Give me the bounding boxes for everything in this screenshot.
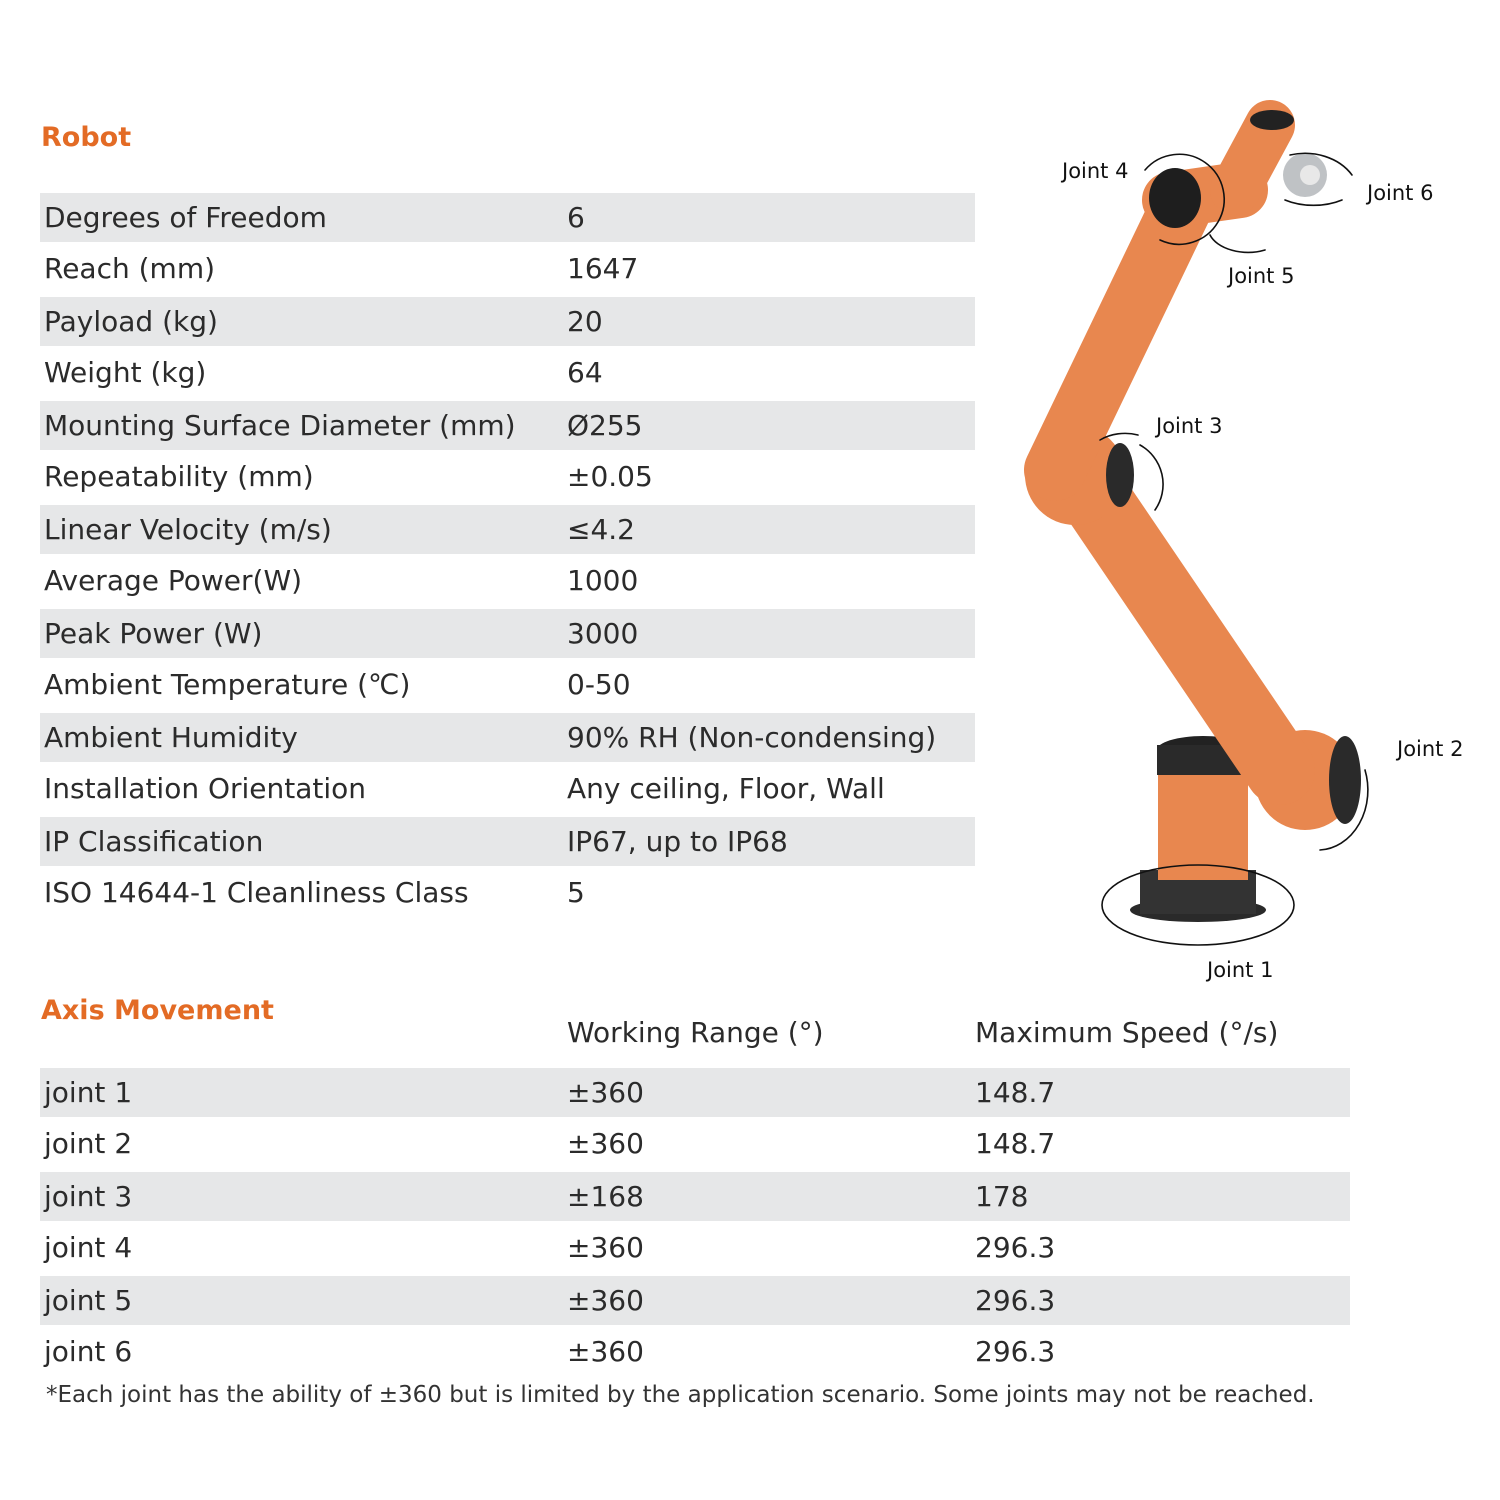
spec-row bbox=[40, 659, 975, 711]
joint-name: joint 4 bbox=[44, 1231, 133, 1264]
robot-arm-illustration bbox=[980, 90, 1480, 970]
spec-label: Linear Velocity (m/s) bbox=[44, 512, 332, 546]
working-range: ±360 bbox=[567, 1283, 644, 1317]
spec-value: Any ceiling, Floor, Wall bbox=[567, 772, 885, 805]
axis-row bbox=[40, 1222, 1350, 1274]
spec-label: Peak Power (W) bbox=[44, 616, 263, 650]
spec-row bbox=[40, 451, 975, 503]
working-range: ±360 bbox=[567, 1335, 644, 1368]
max-speed-header: Maximum Speed (°/s) bbox=[975, 1016, 1279, 1049]
axis-row bbox=[40, 1068, 1350, 1117]
spec-value: 6 bbox=[567, 200, 585, 234]
spec-row bbox=[40, 763, 975, 815]
axis-row bbox=[40, 1118, 1350, 1170]
joint-name: joint 2 bbox=[44, 1127, 133, 1160]
spec-row bbox=[40, 817, 975, 866]
joint-1-label: Joint 1 bbox=[1207, 958, 1274, 982]
spec-row bbox=[40, 555, 975, 607]
spec-value: 64 bbox=[567, 356, 603, 389]
working-range: ±360 bbox=[567, 1075, 644, 1109]
spec-row bbox=[40, 713, 975, 762]
max-speed: 296.3 bbox=[975, 1231, 1056, 1264]
footnote: *Each joint has the ability of ±360 but is limited by the application scenario. Some joints may not be reached. bbox=[46, 1382, 1315, 1408]
spec-label: Repeatability (mm) bbox=[44, 460, 314, 493]
spec-label: IP Classification bbox=[44, 824, 264, 858]
spec-label: Degrees of Freedom bbox=[44, 200, 327, 234]
spec-row bbox=[40, 867, 975, 919]
spec-row bbox=[40, 243, 975, 295]
spec-label: Ambient Temperature (℃) bbox=[44, 668, 411, 701]
spec-value: 1000 bbox=[567, 564, 639, 597]
spec-row bbox=[40, 401, 975, 450]
axis-table-header bbox=[40, 1016, 1350, 1060]
robot-section-title: Robot bbox=[41, 122, 132, 153]
axis-row bbox=[40, 1326, 1350, 1378]
spec-value: 90% RH (Non-condensing) bbox=[567, 720, 937, 754]
spec-label: ISO 14644-1 Cleanliness Class bbox=[44, 876, 469, 909]
spec-value: 0-50 bbox=[567, 668, 631, 701]
joint-name: joint 3 bbox=[44, 1179, 133, 1213]
spec-label: Mounting Surface Diameter (mm) bbox=[44, 408, 516, 442]
spec-value: ±0.05 bbox=[567, 460, 653, 493]
max-speed: 178 bbox=[975, 1179, 1029, 1213]
axis-table bbox=[40, 1066, 1350, 1378]
spec-row bbox=[40, 347, 975, 399]
spec-row bbox=[40, 609, 975, 658]
spec-value: 20 bbox=[567, 304, 603, 338]
spec-row bbox=[40, 505, 975, 554]
robot-spec-table bbox=[40, 191, 975, 919]
working-range: ±360 bbox=[567, 1231, 644, 1264]
joint-name: joint 1 bbox=[44, 1075, 133, 1109]
spec-value: 1647 bbox=[567, 252, 639, 285]
spec-label: Average Power(W) bbox=[44, 564, 303, 597]
working-range: ±168 bbox=[567, 1179, 644, 1213]
joint-name: joint 6 bbox=[44, 1335, 133, 1368]
joint-5-label: Joint 5 bbox=[1228, 264, 1295, 288]
spec-row bbox=[40, 193, 975, 242]
working-range: ±360 bbox=[567, 1127, 644, 1160]
spec-label: Payload (kg) bbox=[44, 304, 218, 338]
spec-label: Weight (kg) bbox=[44, 356, 207, 389]
axis-row bbox=[40, 1172, 1350, 1221]
spec-value: IP67, up to IP68 bbox=[567, 824, 788, 858]
joint-name: joint 5 bbox=[44, 1283, 133, 1317]
spec-row bbox=[40, 297, 975, 346]
spec-label: Reach (mm) bbox=[44, 252, 216, 285]
spec-value: Ø255 bbox=[567, 408, 643, 442]
max-speed: 296.3 bbox=[975, 1335, 1056, 1368]
spec-label: Ambient Humidity bbox=[44, 720, 298, 754]
spec-value: ≤4.2 bbox=[567, 512, 635, 546]
joint-2-label: Joint 2 bbox=[1397, 737, 1464, 761]
joint-3-label: Joint 3 bbox=[1156, 414, 1223, 438]
joint-6-label: Joint 6 bbox=[1367, 181, 1434, 205]
max-speed: 148.7 bbox=[975, 1075, 1056, 1109]
max-speed: 148.7 bbox=[975, 1127, 1056, 1160]
axis-section-title: Axis Movement bbox=[41, 995, 274, 1026]
spec-value: 3000 bbox=[567, 616, 639, 650]
working-range-header: Working Range (°) bbox=[567, 1016, 824, 1049]
spec-value: 5 bbox=[567, 876, 585, 909]
spec-label: Installation Orientation bbox=[44, 772, 367, 805]
joint-4-label: Joint 4 bbox=[1062, 159, 1129, 183]
max-speed: 296.3 bbox=[975, 1283, 1056, 1317]
axis-row bbox=[40, 1276, 1350, 1325]
